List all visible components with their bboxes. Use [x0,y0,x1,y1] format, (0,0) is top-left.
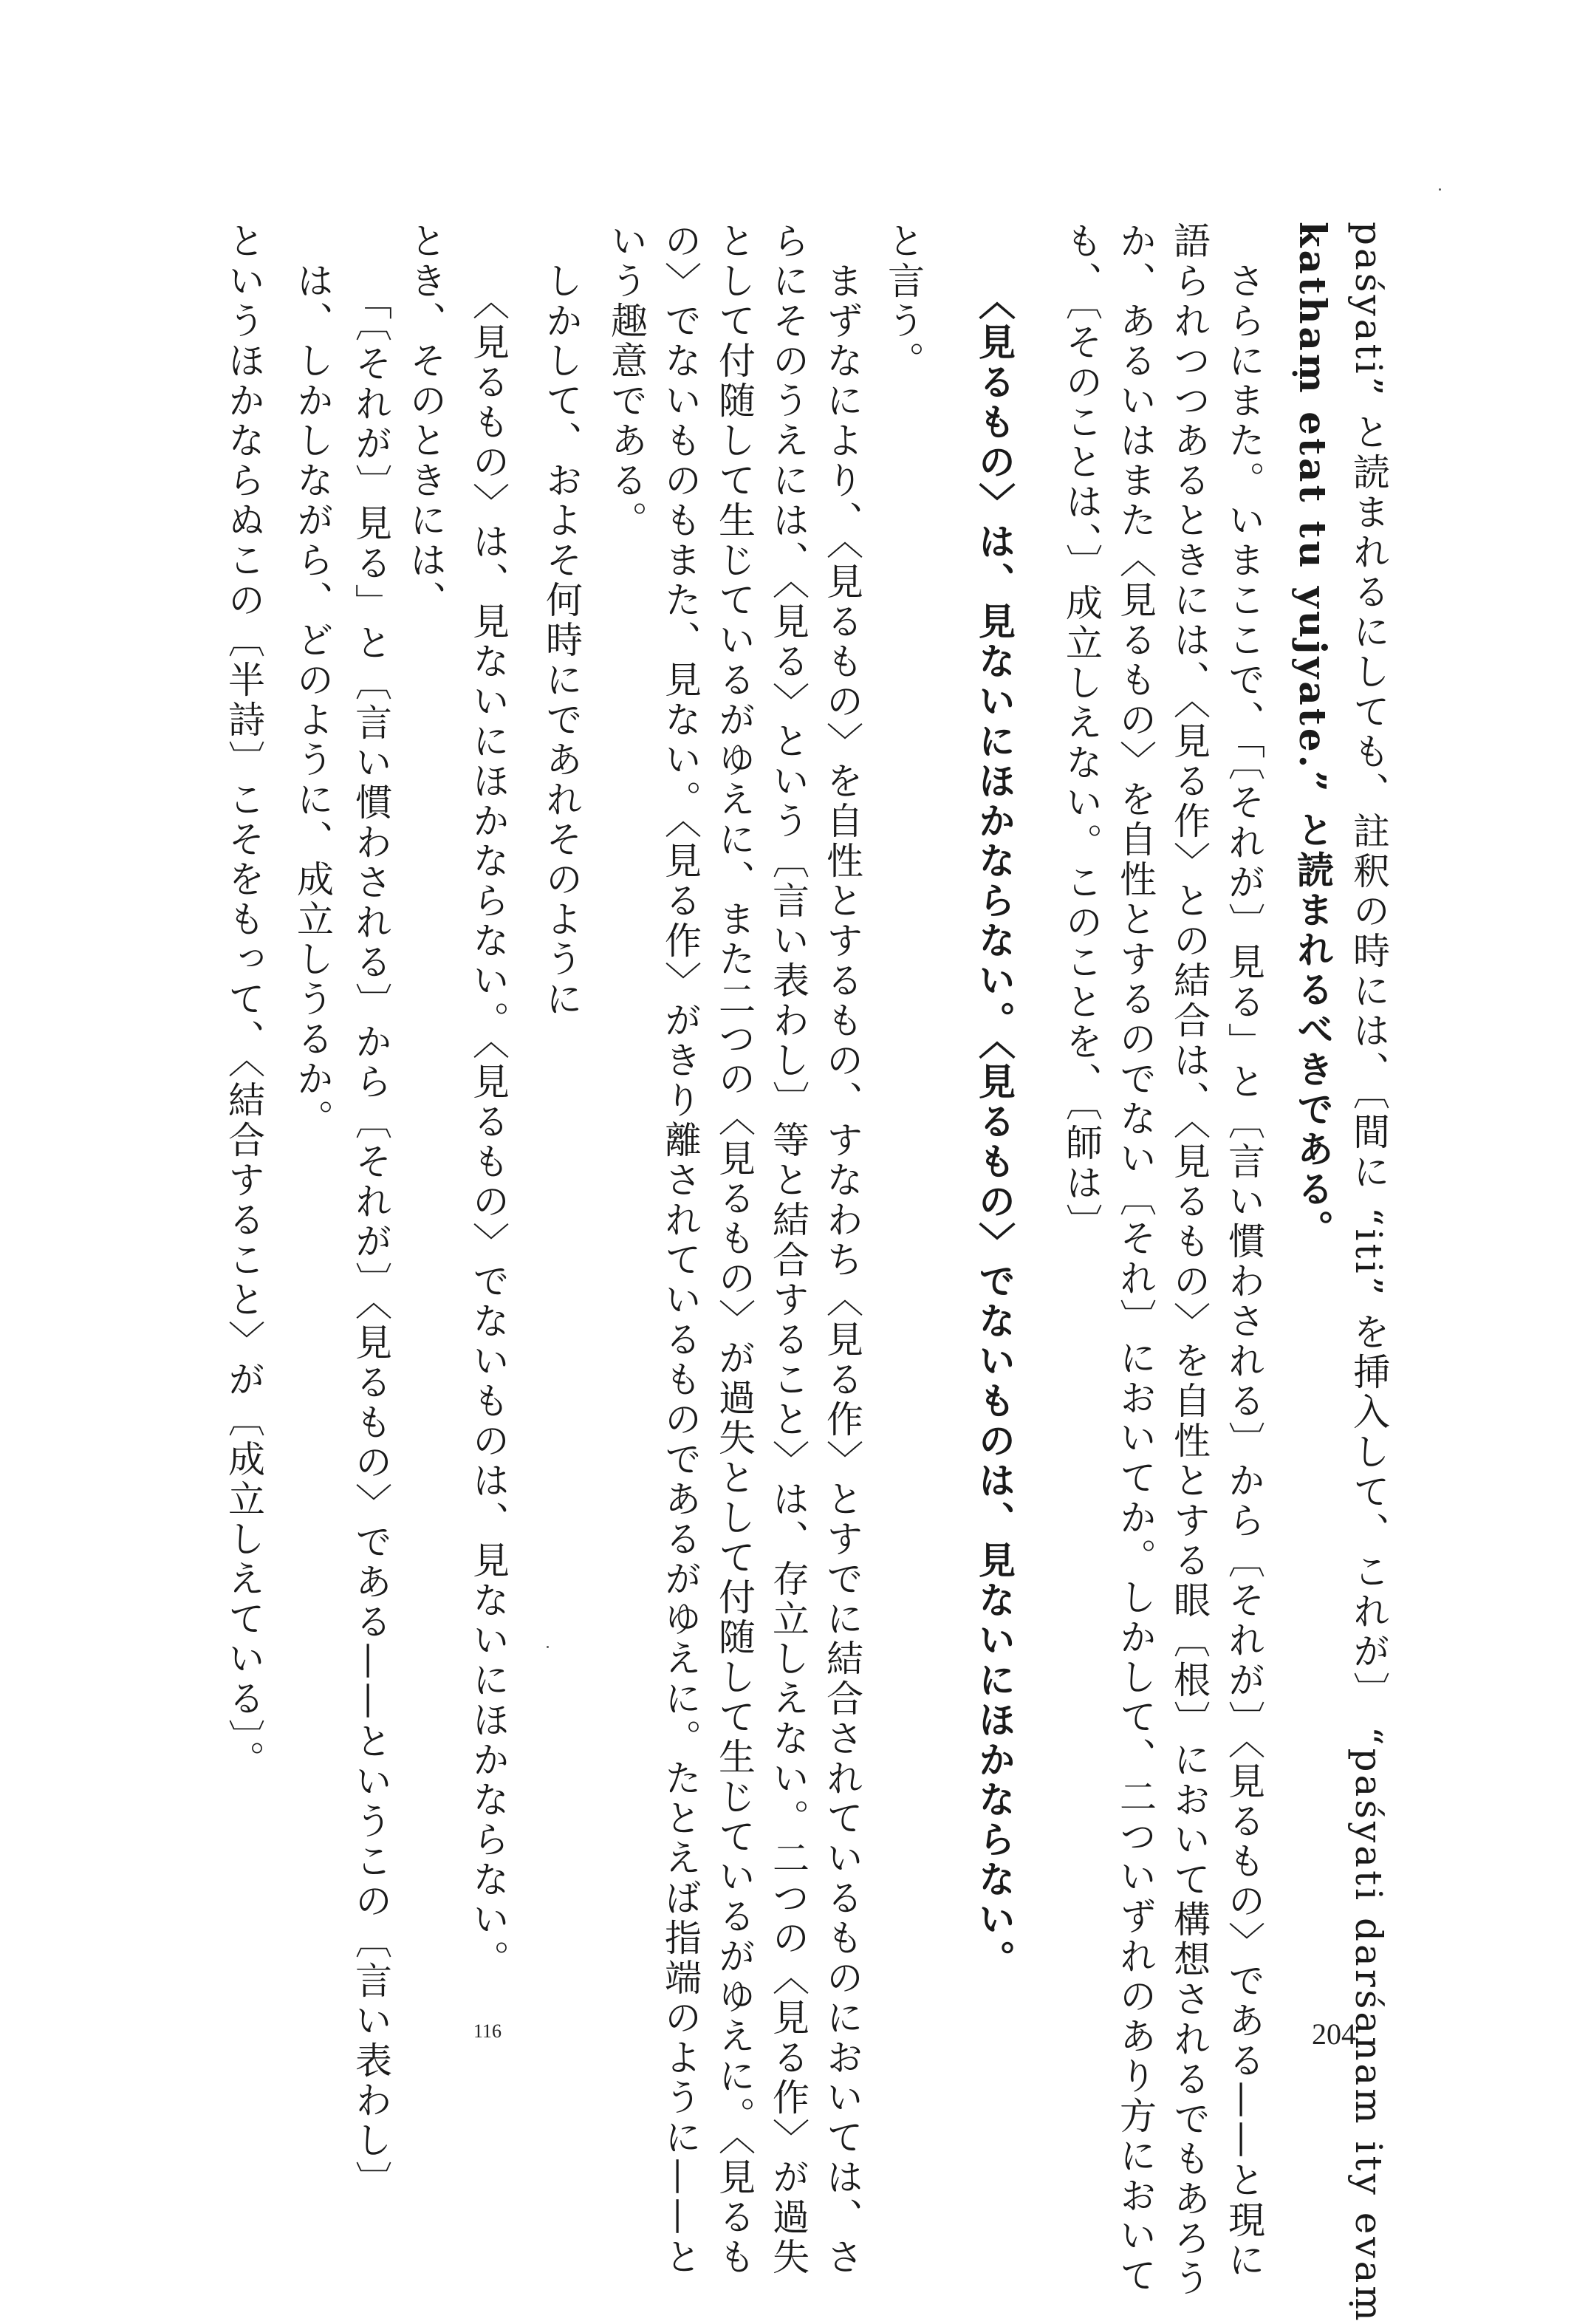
text-column: いう趣意である。 [605,222,648,541]
text-column: の〉でないものもまた、見ない。〈見る作〉がきり離されているものであるがゆえに。たとえば指端のように——と [659,222,702,2277]
verse-line: 〈見るもの〉は、見ないにほかならない。〈見るもの〉でないものは、見ないにほかならない。 [973,222,1016,1980]
text-column: しかして、およそ何時にであれそのように [540,222,583,1019]
text-column: さらにまた。いまここで、「〔それが〕見る」と〔言い慣わされる〕から〔それが〕〈見るもの〉である——と現に [1222,222,1265,2280]
text-column: として付随して生じているがゆえに、また二つの〈見るもの〉が過失として付随して生じているがゆえに。〈見るも [713,222,756,2277]
text-column: も、〔そのことは、〕成立しえない。このことを、〔師は〕 [1060,222,1103,1243]
text-column: というほかならぬこの〔半詩〕こそをもって、〈結合すること〉が〔成立しえている〕。 [222,222,265,1780]
text-column: とき、そのときには、 [404,222,447,621]
scan-speck [547,1646,549,1648]
text-column: paśyati” と読まれるにしても、註釈の時には、〔間に “iti” を挿入して、これが〕 “paśyati darśanam ity evaṃ [1347,222,1390,2324]
page-number: 204 [1312,2017,1356,2051]
text-column: 語られつつあるときには、〈見る作〉との結合は、〈見るもの〉を自性とする眼〔根〕において構想されるでもあろう [1168,222,1211,2299]
text-column: まずなにより、〈見るもの〉を自性とするもの、すなわち〈見る作〉とすでに結合されているものにおいては、さ [821,222,863,2277]
text-column: らにそのうえには、〈見る〉という〔言い表わし〕等と結合すること〉は、存立しえない。二つの〈見る作〉が過失 [767,222,810,2277]
scan-speck [1439,188,1441,191]
text-column: kathaṃ etat tu yujyate.” と読まれるべきである。 [1291,222,1335,1250]
text-column: 「〔それが〕見る」と〔言い慣わされる〕から〔それが〕〈見るもの〉である——というこの〔言い表わし〕 [349,222,392,2201]
page-number-secondary: 116 [473,2020,502,2042]
text-column: か、あるいはまた〈見るもの〉を自性とするのでない〔それ〕においてか。しかして、二ついずれのあり方において [1114,222,1157,2296]
verse-line: 〈見るもの〉は、見ないにほかならない。〈見るもの〉でないものは、見ないにほかならない。 [467,222,510,1980]
text-column: と言う。 [882,222,925,381]
text-column: は、しかしながら、どのように、成立しうるか。 [291,222,334,1139]
